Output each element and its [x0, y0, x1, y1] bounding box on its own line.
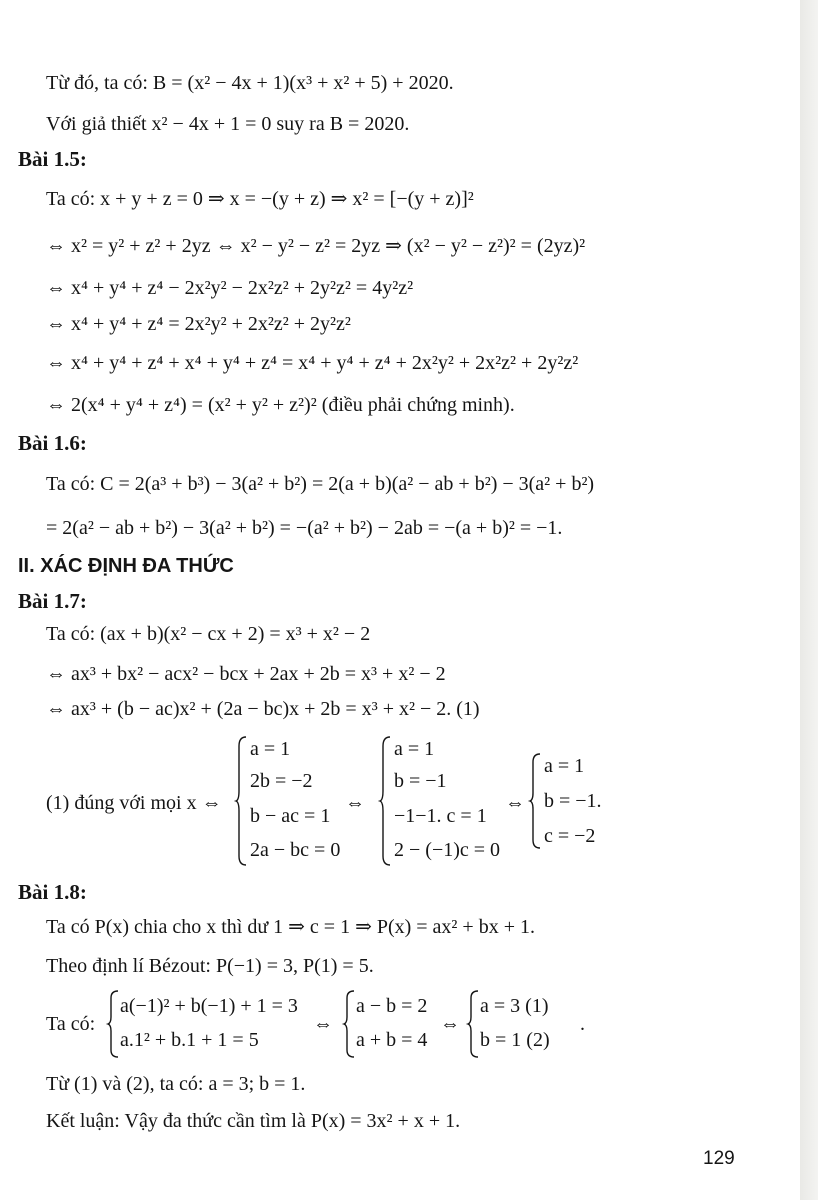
system-3-row-1: a = 1 [544, 755, 585, 777]
system-end-dot: . [580, 1013, 585, 1035]
text-line-15: Ta có P(x) chia cho x thì dư 1 ⇒ c = 1 ⇒ P(x) = ax² + bx + 1. [46, 916, 535, 938]
iff-3: ⇔ [313, 1013, 333, 1035]
exercise-heading-1-8: Bài 1.8: [18, 880, 87, 904]
brace-1 [236, 736, 248, 866]
text-line-16: Theo định lí Bézout: P(−1) = 3, P(1) = 5. [46, 955, 374, 977]
text-line-12: ⇔ ax³ + bx² − acx² − bcx + 2ax + 2b = x³ + x² − 2 [46, 663, 446, 685]
text-line-8: ⇔ 2(x⁴ + y⁴ + z⁴) = (x² + y² + z²)² (điều phải chứng minh). [46, 394, 515, 416]
exercise-heading-1-5: Bài 1.5: [18, 147, 87, 171]
system-5-row-1: a − b = 2 [356, 995, 428, 1017]
text-line-10: = 2(a² − ab + b²) − 3(a² + b²) = −(a² + b²) − 2ab = −(a + b)² = −1. [46, 517, 563, 539]
iff-2: ⇔ [505, 792, 525, 814]
text-line-11: Ta có: (ax + b)(x² − cx + 2) = x³ + x² − 2 [46, 623, 371, 645]
iff-4: ⇔ [440, 1013, 460, 1035]
text-line-5: ⇔ x⁴ + y⁴ + z⁴ − 2x²y² − 2x²z² + 2y²z² = 4y²z² [46, 277, 414, 299]
brace-4 [108, 990, 120, 1058]
text-line-3: Ta có: x + y + z = 0 ⇒ x = −(y + z) ⇒ x² = [−(y + z)]² [46, 188, 474, 210]
exercise-heading-1-7: Bài 1.7: [18, 589, 87, 613]
system-2-row-2: b = −1 [394, 770, 447, 792]
system-1-row-1: a = 1 [250, 738, 291, 760]
system-3-row-3: c = −2 [544, 825, 596, 847]
system-3-row-2: b = −1. [544, 790, 602, 812]
text-line-18: Từ (1) và (2), ta có: a = 3; b = 1. [46, 1073, 306, 1095]
exercise-heading-1-6: Bài 1.6: [18, 431, 87, 455]
system-2-row-1: a = 1 [394, 738, 435, 760]
brace-3 [530, 753, 542, 849]
iff-1: ⇔ [345, 792, 365, 814]
brace-5 [344, 990, 356, 1058]
text-line-1: Từ đó, ta có: B = (x² − 4x + 1)(x³ + x² + 5) + 2020. [46, 72, 454, 94]
brace-2 [380, 736, 392, 866]
system-5-row-2: a + b = 4 [356, 1029, 428, 1051]
system-2-row-3: −1−1. c = 1 [394, 805, 487, 827]
text-line-17: Ta có: [46, 1013, 96, 1035]
system-2-row-4: 2 − (−1)c = 0 [394, 839, 501, 861]
page-number: 129 [703, 1148, 735, 1169]
text-line-13: ⇔ ax³ + (b − ac)x² + (2a − bc)x + 2b = x³ + x² − 2. (1) [46, 698, 480, 720]
text-line-4: ⇔ x² = y² + z² + 2yz ⇔ x² − y² − z² = 2yz ⇒ (x² − y² − z²)² = (2yz)² [46, 235, 586, 257]
system-1-row-2: 2b = −2 [250, 770, 313, 792]
text-line-14: (1) đúng với mọi x ⇔ [46, 792, 222, 814]
brace-6 [468, 990, 480, 1058]
system-1-row-4: 2a − bc = 0 [250, 839, 341, 861]
section-heading: II. XÁC ĐỊNH ĐA THỨC [18, 555, 234, 577]
system-4-row-1: a(−1)² + b(−1) + 1 = 3 [120, 995, 298, 1017]
text-line-2: Với giả thiết x² − 4x + 1 = 0 suy ra B = 2020. [46, 113, 410, 135]
system-4-row-2: a.1² + b.1 + 1 = 5 [120, 1029, 259, 1051]
text-line-6: ⇔ x⁴ + y⁴ + z⁴ = 2x²y² + 2x²z² + 2y²z² [46, 313, 351, 335]
page-edge [800, 0, 818, 1200]
text-line-7: ⇔ x⁴ + y⁴ + z⁴ + x⁴ + y⁴ + z⁴ = x⁴ + y⁴ + z⁴ + 2x²y² + 2x²z² + 2y²z² [46, 352, 579, 374]
system-1-row-3: b − ac = 1 [250, 805, 331, 827]
text-line-19: Kết luận: Vậy đa thức cần tìm là P(x) = 3x² + x + 1. [46, 1110, 461, 1132]
text-line-9: Ta có: C = 2(a³ + b³) − 3(a² + b²) = 2(a + b)(a² − ab + b²) − 3(a² + b²) [46, 473, 595, 495]
system-6-row-1: a = 3 (1) [480, 995, 549, 1017]
system-6-row-2: b = 1 (2) [480, 1029, 550, 1051]
